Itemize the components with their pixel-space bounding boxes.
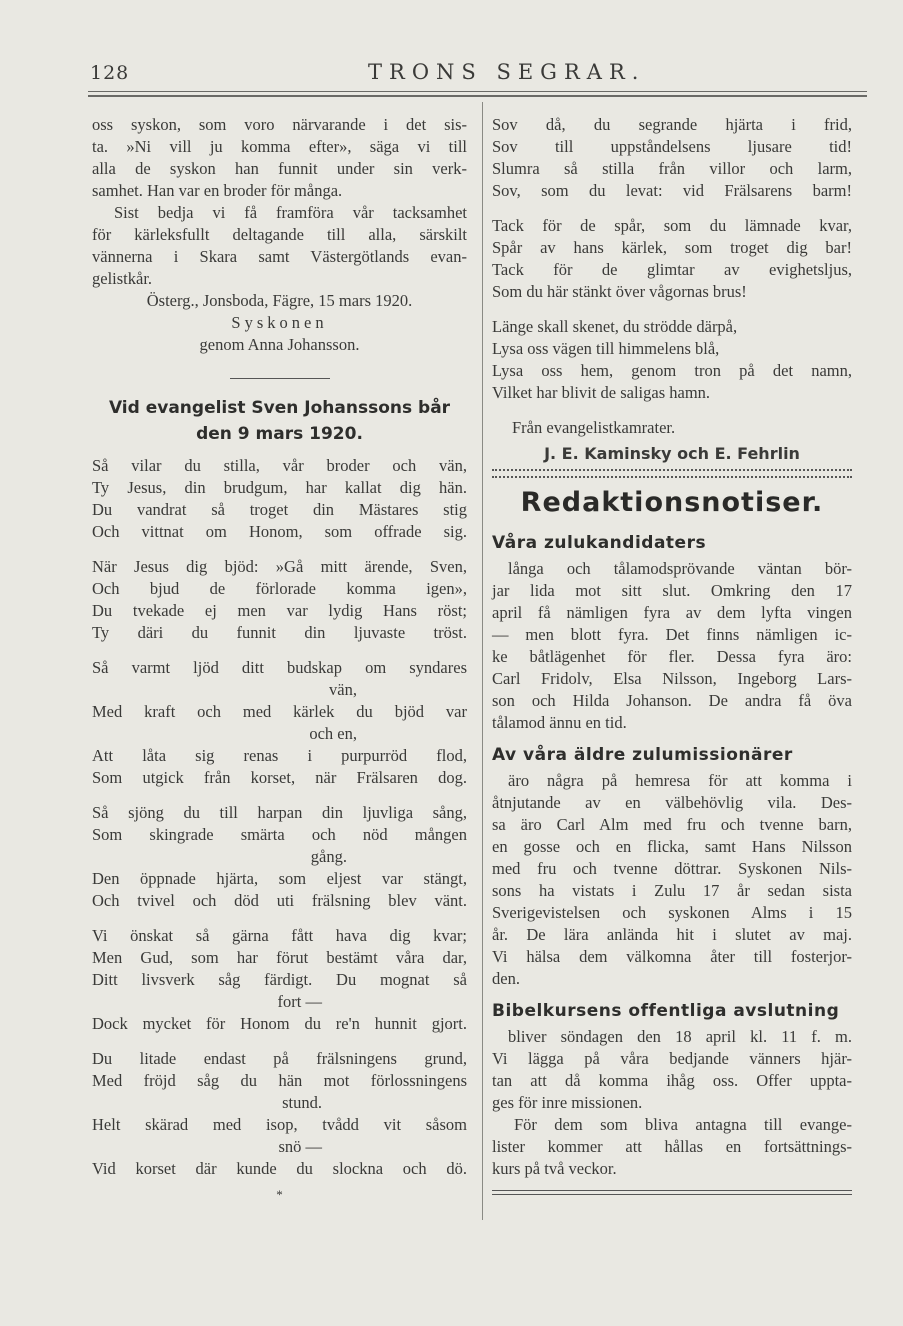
notice-line: äro några på hemresa för att komma i [508, 771, 852, 790]
header-rule-thick [88, 95, 867, 97]
notice-line: Sverigevistelsen och syskonen Alms i 15 [492, 903, 852, 922]
column-divider [482, 102, 483, 1220]
verse-continuation: snö — [278, 1137, 322, 1156]
poem-from: Från evangelistkamrater. [512, 418, 676, 437]
intro-line: oss syskon, som voro närvarande i det sis- [92, 115, 467, 134]
verse-line: Slumra så stilla från villor och larm, [492, 159, 852, 178]
intro-line: alla de syskon han funnit under sin verk- [92, 159, 467, 178]
verse-line: Dock mycket för Honom du re'n hunnit gjort. [92, 1014, 467, 1033]
verse-line: När Jesus dig bjöd: »Gå mitt ärende, Sven, [92, 557, 467, 576]
notice-line: tan att då komma ihåg oss. Offer uppta- [492, 1071, 852, 1090]
notice-line: åtnjutande av en välbehövlig vila. Des- [492, 793, 852, 812]
notice-heading: Bibelkursens offentliga avslutning [492, 1001, 840, 1021]
notice-line: sons ha vistats i Zulu 17 år sedan sista [492, 881, 852, 900]
verse-line: Vilket har blivit de saligas hamn. [492, 383, 711, 402]
poem-signature: J. E. Kaminsky och E. Fehrlin [544, 444, 800, 463]
notice-line: långa och tålamodsprövande väntan bör- [508, 559, 852, 578]
notice-line: en gosse och en flicka, samt Hans Nilsson [492, 837, 852, 856]
notice-heading: Våra zulukandidaters [492, 533, 707, 553]
signoff-name: Syskonen [231, 313, 328, 332]
poem-stanza [92, 925, 467, 1035]
poem-stanza [92, 657, 467, 789]
notice-line: år. De lära anlända hit i slutet av maj. [492, 925, 852, 944]
verse-continuation: vän, [329, 680, 357, 699]
poem-stanza [92, 556, 467, 644]
intro-line: samhet. Han var en broder för många. [92, 181, 343, 200]
verse-line: Så varmt ljöd ditt budskap om syndares [92, 658, 467, 677]
notice-line: tålamod ännu en tid. [492, 713, 627, 732]
page-number: 128 [90, 62, 130, 84]
verse-line: Ty Jesus, din brudgum, har kallat dig hän. [92, 478, 467, 497]
verse-line: Så vilar du stilla, vår broder och vän, [92, 456, 467, 475]
header-rule [88, 91, 867, 92]
notice-line: bliver söndagen den 18 april kl. 11 f. m. [508, 1027, 852, 1046]
notice-line: Vi hälsa dem välkomna åter till fosterjor- [492, 947, 852, 966]
verse-continuation: gång. [310, 847, 347, 866]
signoff-by: genom Anna Johansson. [199, 335, 360, 354]
verse-line: Den öppnade hjärta, som eljest var stängt, [92, 869, 467, 888]
poem-stanza [492, 215, 852, 303]
notice-line: jar lida mot sitt slut. Omkring den 17 [492, 581, 852, 600]
verse-line: Vi önskat så gärna fått hava dig kvar; [92, 926, 467, 945]
verse-line: Ditt livsverk såg färdigt. Du mognat så [92, 970, 467, 989]
verse-line: Tack för de spår, som du lämnade kvar, [492, 216, 852, 235]
notice-line: Vi lägga på våra bedjande vänners hjär- [492, 1049, 852, 1068]
verse-line: Helt skärad med isop, tvådd vit såsom [92, 1115, 467, 1134]
notice-heading: Av våra äldre zulumissionärer [492, 745, 793, 765]
poem-stanza [92, 455, 467, 543]
notice-line: — men blott fyra. Det finns nämligen ic- [492, 625, 852, 644]
verse-continuation: fort — [277, 992, 322, 1011]
verse-line: Och bjud de förlorade komma igen», [92, 579, 467, 598]
verse-line: Länge skall skenet, du strödde därpå, [492, 317, 738, 336]
verse-line: Ty däri du funnit din ljuvaste tröst. [92, 623, 467, 642]
section-title: Redaktionsnotiser. [520, 487, 824, 518]
verse-line: Vid korset där kunde du slockna och dö. [92, 1159, 467, 1178]
intro-line: ta. »Ni vill ju komma efter», säga vi till [92, 137, 467, 156]
poem-stanza [92, 802, 467, 912]
verse-line: Sov, som du levat: vid Frälsarens barm! [492, 181, 852, 200]
notice-line: son och Hilda Johanson. De andra få öva [492, 691, 852, 710]
verse-line: Sov då, du segrande hjärta i frid, [492, 115, 852, 134]
thanks-line: för kärleksfullt deltagande till alla, särskilt [92, 225, 467, 244]
section-divider [230, 378, 330, 379]
poem-stanza [92, 1048, 467, 1180]
verse-line: Du vandrat så troget din Mästares stig [92, 500, 467, 519]
verse-line: Du litade endast på frälsningens grund, [92, 1049, 467, 1068]
verse-line: Och tvivel och död uti frälsning blev vänt. [92, 891, 467, 910]
poem-date: den 9 mars 1920. [196, 424, 363, 444]
poem-stanza [492, 316, 852, 404]
notice-line: kurs på två veckor. [492, 1159, 617, 1178]
end-asterisk: * [276, 1187, 283, 1202]
verse-line: Att låta sig renas i purpurröd flod, [92, 746, 467, 765]
page-header [90, 58, 863, 90]
verse-continuation: och en, [309, 724, 357, 743]
poem-title: Vid evangelist Sven Johanssons bår [108, 398, 451, 418]
verse-line: Med fröjd såg du hän mot förlossningens [92, 1071, 467, 1090]
verse-line: Som skingrade smärta och nöd mången [92, 825, 467, 844]
verse-line: Och vittnat om Honom, som offrade sig. [92, 522, 467, 541]
notice-line: april få nämligen fyra av dem lyfta vingen [492, 603, 852, 622]
thanks-line: Sist bedja vi få framföra vår tacksamhet [114, 203, 467, 222]
notice-line: ges för inre missionen. [492, 1093, 643, 1112]
notice-line: lister kommer att hållas en fortsättnings- [492, 1137, 852, 1156]
notice-line: med fru och tvenne döttrar. Syskonen Nils- [492, 859, 852, 878]
notice-line: ke båtlägenhet för fler. Dessa fyra äro: [492, 647, 852, 666]
place-date: Österg., Jonsboda, Fägre, 15 mars 1920. [146, 291, 413, 310]
verse-continuation: stund. [282, 1093, 322, 1112]
thanks-line: gelistkår. [92, 269, 153, 288]
left-column [92, 114, 467, 1206]
notice-line: sa äro Carl Alm med fru och tvenne barn, [492, 815, 852, 834]
poem-stanza [492, 114, 852, 202]
verse-line: Med kraft och med kärlek du bjöd var [92, 702, 467, 721]
verse-line: Som du här stänkt över vågornas brus! [492, 282, 747, 301]
verse-line: Lysa oss hem, genom tron på det namn, [492, 361, 852, 380]
notice-line: För dem som bliva antagna till evange- [514, 1115, 852, 1134]
thanks-line: vännerna i Skara samt Västergötlands evan- [92, 247, 467, 266]
right-column [492, 114, 852, 1195]
notice-line: den. [492, 969, 520, 988]
verse-line: Som utgick från korset, när Frälsaren dog. [92, 768, 467, 787]
verse-line: Du tvekade ej men var lydig Hans röst; [92, 601, 467, 620]
notice-line: Carl Fridolv, Elsa Nilsson, Ingeborg Lars- [492, 669, 852, 688]
dotted-divider [492, 469, 852, 478]
verse-line: Tack för de glimtar av evighetsljus, [492, 260, 852, 279]
running-title: TRONS SEGRAR. [368, 60, 646, 84]
verse-line: Sov till uppståndelsens ljusare tid! [492, 137, 852, 156]
end-rule [492, 1190, 852, 1195]
verse-line: Spår av hans kärlek, som troget dig bar! [492, 238, 852, 257]
verse-line: Så sjöng du till harpan din ljuvliga sång, [92, 803, 467, 822]
verse-line: Lysa oss vägen till himmelens blå, [492, 339, 720, 358]
verse-line: Men Gud, som har förut bestämt våra dar, [92, 948, 467, 967]
